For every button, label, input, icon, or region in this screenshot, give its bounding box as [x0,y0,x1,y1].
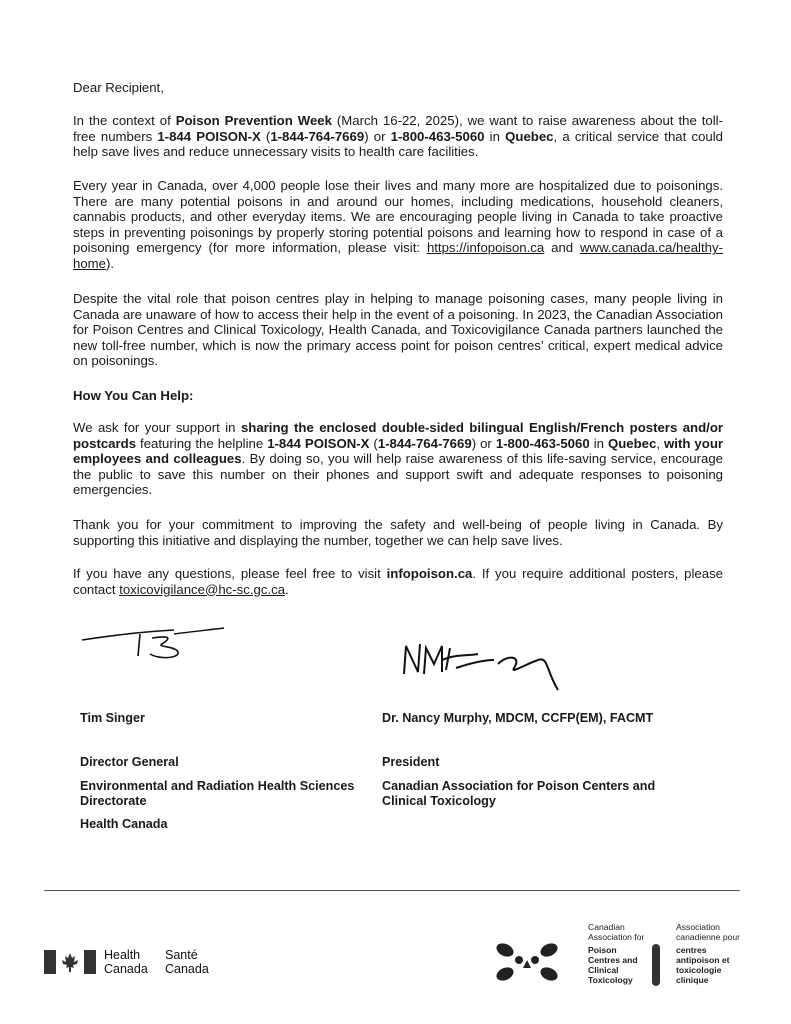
right-signatory-org: Canadian Association for Poison Centers and Clinical Toxicology [382,779,656,808]
capct-name-fr: Association canadienne pour centres antipoison et toxicologie clinique [676,922,741,985]
signature-tim-singer [78,614,228,664]
toxicovigilance-email-link[interactable]: toxicovigilance@hc-sc.gc.ca [119,581,286,597]
paragraph-3: Despite the vital role that poison centres play in helping to manage poisoning cases, many people living in Canada are unaware of how to access their help in the event of a poisoning. In 2023, the Canadian Association for Poison Centres and Clinical Toxicology, Health Canada, and Toxicovigilance Canada partners launched the new toll-free number, which is now the primary access point for poison centres’ critical, expert medical advice on poisonings. [73,291,723,369]
sante-canada-fr: Santé Canada [165,948,209,976]
signature-nancy-murphy [398,634,568,696]
paragraph-2: Every year in Canada, over 4,000 people lose their lives and many more are hospitalized due to poisonings. There are many potential poisons in and around our homes, including medications, household cleaners, cannabis products, and other everyday items. We are encouraging people living in Canada to take proactive steps in preventing poisonings by properly storing potential poisons and learning how to respond in case of a poisoning emergency (for more information, please visit: https://infopoison.ca and www.canada.ca/healthy-home). [73,178,723,271]
paragraph-5: Thank you for your commitment to improving the safety and well-being of people living in Canada. By supporting this initiative and displaying the number, together we can help save lives. [73,517,723,548]
left-signatory-dept: Health Canada [80,817,168,831]
paragraph-1: In the context of Poison Prevention Week (March 16-22, 2025), we want to raise awareness about the toll-free numbers 1-844 POISON-X (1-844-764-7669) or 1-800-463-5060 in Quebec, a critical service that could help save lives and reduce unnecessary visits to health care facilities. [73,113,724,160]
salutation: Dear Recipient, [73,80,164,95]
capct-divider-bar [652,944,660,986]
left-signatory-name: Tim Singer [80,711,145,725]
canada-flag-icon [44,950,96,974]
paragraph-4: We ask for your support in sharing the enclosed double-sided bilingual English/French posters and/or postcards featuring the helpline 1-844 POISON-X (1-844-764-7669) or 1-800-463-5060 in Quebec, with your employees and colleagues. By doing so, you will help raise awareness of this life-saving service, encourage the public to save this number on their phones and support swift and adequate responses to poisoning emergencies. [73,420,724,498]
infopoison-link[interactable]: https://infopoison.ca [426,240,545,256]
healthy-home-link[interactable]: www.canada.ca/healthy-home [73,240,723,271]
right-signatory-name: Dr. Nancy Murphy, MDCM, CCFP(EM), FACMT [382,711,654,725]
right-signatory-title: President [382,755,440,769]
health-canada-en: Health Canada [104,948,148,976]
capct-logo-icon [493,940,561,984]
section-heading: How You Can Help: [73,388,194,403]
paragraph-6: If you have any questions, please feel free to visit infopoison.ca. If you require additional posters, please contact toxicovigilance@hc-sc.gc.ca. [73,566,723,597]
left-signatory-title: Director General [80,755,179,769]
footer-divider [44,890,740,891]
capct-name-en: Canadian Association for Poison Centres and Clinical Toxicology [588,922,645,985]
left-signatory-org: Environmental and Radiation Health Sciences Directorate [80,779,355,808]
